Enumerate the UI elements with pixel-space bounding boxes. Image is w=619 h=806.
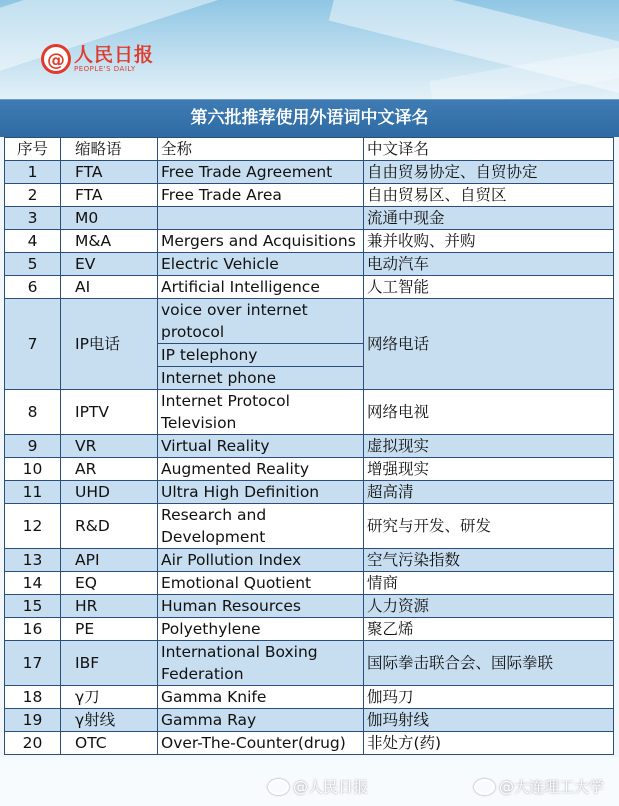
table-row <box>5 230 614 253</box>
row-abbreviation: M0 <box>61 207 158 230</box>
row-number: 17 <box>5 641 61 686</box>
row-abbreviation: HR <box>61 595 158 618</box>
at-sign-icon: @ <box>41 44 71 74</box>
row-number: 2 <box>5 184 61 207</box>
row-chinese-name: 人工智能 <box>364 276 614 299</box>
row-full-name: Free Trade Area <box>158 184 364 207</box>
table-row <box>5 207 614 230</box>
row-chinese-name: 伽玛刀 <box>364 686 614 709</box>
table-row <box>5 504 614 549</box>
table-row <box>5 572 614 595</box>
row-abbreviation: IP电话 <box>61 299 158 390</box>
header-full-name: 全称 <box>158 138 364 161</box>
row-number: 9 <box>5 435 61 458</box>
row-chinese-name: 自由贸易协定、自贸协定 <box>364 161 614 184</box>
full-name-variant: IP telephony <box>158 343 363 366</box>
table-row <box>5 709 614 732</box>
row-number: 11 <box>5 481 61 504</box>
row-chinese-name: 人力资源 <box>364 595 614 618</box>
row-full-name: Free Trade Agreement <box>158 161 364 184</box>
row-number: 14 <box>5 572 61 595</box>
row-number: 10 <box>5 458 61 481</box>
row-number: 6 <box>5 276 61 299</box>
table-row <box>5 184 614 207</box>
full-name-variant: voice over internet protocol <box>161 301 308 341</box>
weibo-icon <box>268 779 289 795</box>
header-number: 序号 <box>5 138 61 161</box>
row-full-name: Internet Protocol Television <box>158 390 364 435</box>
row-full-name <box>158 207 364 230</box>
row-number: 4 <box>5 230 61 253</box>
table-row <box>5 458 614 481</box>
header-abbreviation: 缩略语 <box>61 138 158 161</box>
row-abbreviation: EV <box>61 253 158 276</box>
table-row <box>5 549 614 572</box>
row-abbreviation: γ刀 <box>61 686 158 709</box>
table-row <box>5 686 614 709</box>
row-chinese-name: 自由贸易区、自贸区 <box>364 184 614 207</box>
row-chinese-name: 增强现实 <box>364 458 614 481</box>
table-row <box>5 390 614 435</box>
row-number: 19 <box>5 709 61 732</box>
table-row <box>5 618 614 641</box>
row-number: 12 <box>5 504 61 549</box>
row-abbreviation: FTA <box>61 184 158 207</box>
row-full-name: Artificial Intelligence <box>158 276 364 299</box>
table-row <box>5 481 614 504</box>
row-chinese-name: 虚拟现实 <box>364 435 614 458</box>
row-chinese-name: 超高清 <box>364 481 614 504</box>
row-abbreviation: FTA <box>61 161 158 184</box>
table-row <box>5 732 614 755</box>
row-chinese-name: 空气污染指数 <box>364 549 614 572</box>
row-abbreviation: PE <box>61 618 158 641</box>
row-full-name <box>158 299 364 390</box>
table-row <box>5 595 614 618</box>
table-header-row <box>5 138 614 161</box>
row-abbreviation: UHD <box>61 481 158 504</box>
full-name-variant: Internet phone <box>158 366 363 389</box>
row-number: 1 <box>5 161 61 184</box>
row-full-name: Gamma Ray <box>158 709 364 732</box>
row-chinese-name: 情商 <box>364 572 614 595</box>
page-title: 第六批推荐使用外语词中文译名 <box>0 100 619 137</box>
row-number: 13 <box>5 549 61 572</box>
table-row <box>5 641 614 686</box>
table-row <box>5 253 614 276</box>
row-abbreviation: EQ <box>61 572 158 595</box>
header-chinese-name: 中文译名 <box>364 138 614 161</box>
row-number: 3 <box>5 207 61 230</box>
row-number: 5 <box>5 253 61 276</box>
row-abbreviation: AI <box>61 276 158 299</box>
row-chinese-name: 流通中现金 <box>364 207 614 230</box>
row-abbreviation: API <box>61 549 158 572</box>
row-chinese-name: 电动汽车 <box>364 253 614 276</box>
table-row <box>5 276 614 299</box>
table-row <box>5 161 614 184</box>
row-full-name: Virtual Reality <box>158 435 364 458</box>
watermark-people-daily <box>268 776 368 797</box>
row-full-name: International Boxing Federation <box>158 641 364 686</box>
row-chinese-name: 聚乙烯 <box>364 618 614 641</box>
row-full-name: Over-The-Counter(drug) <box>158 732 364 755</box>
row-abbreviation: R&D <box>61 504 158 549</box>
row-chinese-name: 网络电话 <box>364 299 614 390</box>
people-daily-logo <box>41 44 154 74</box>
row-full-name: Human Resources <box>158 595 364 618</box>
row-chinese-name: 网络电视 <box>364 390 614 435</box>
row-abbreviation: AR <box>61 458 158 481</box>
row-abbreviation: γ射线 <box>61 709 158 732</box>
row-full-name: Mergers and Acquisitions <box>158 230 364 253</box>
table-row <box>5 435 614 458</box>
logo-subtitle: PEOPLE'S DAILY <box>74 65 136 73</box>
row-full-name: Research and Development <box>158 504 364 549</box>
row-chinese-name: 兼并收购、并购 <box>364 230 614 253</box>
row-number: 7 <box>5 299 61 390</box>
row-number: 18 <box>5 686 61 709</box>
weibo-icon <box>474 779 495 795</box>
row-full-name: Ultra High Definition <box>158 481 364 504</box>
row-number: 8 <box>5 390 61 435</box>
row-abbreviation: IBF <box>61 641 158 686</box>
row-chinese-name: 国际拳击联合会、国际拳联 <box>364 641 614 686</box>
row-full-name: Emotional Quotient <box>158 572 364 595</box>
logo-name: 人民日报 <box>74 44 155 66</box>
row-chinese-name: 伽玛射线 <box>364 709 614 732</box>
row-abbreviation: VR <box>61 435 158 458</box>
row-abbreviation: OTC <box>61 732 158 755</box>
row-full-name: Gamma Knife <box>158 686 364 709</box>
row-number: 20 <box>5 732 61 755</box>
row-chinese-name: 研究与开发、研发 <box>364 504 614 549</box>
row-full-name: Polyethylene <box>158 618 364 641</box>
row-abbreviation: M&A <box>61 230 158 253</box>
watermark-dlut <box>474 776 604 797</box>
glossary-board <box>0 99 619 757</box>
row-full-name: Electric Vehicle <box>158 253 364 276</box>
row-full-name: Augmented Reality <box>158 458 364 481</box>
row-chinese-name: 非处方(药) <box>364 732 614 755</box>
row-abbreviation: IPTV <box>61 390 158 435</box>
watermark-text: @人民日报 <box>293 778 369 796</box>
row-number: 15 <box>5 595 61 618</box>
row-number: 16 <box>5 618 61 641</box>
row-full-name: Air Pollution Index <box>158 549 364 572</box>
watermark-text: @大连理工大学 <box>499 778 605 796</box>
glossary-table <box>4 137 614 755</box>
table-row <box>5 299 614 390</box>
